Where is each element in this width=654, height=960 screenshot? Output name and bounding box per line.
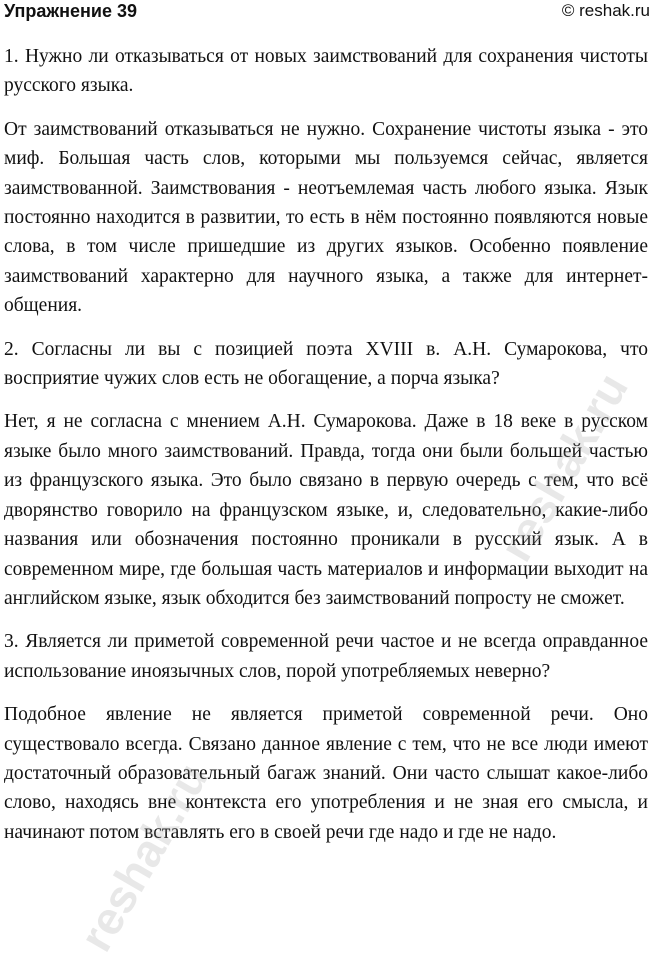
exercise-title: Упражнение 39: [4, 1, 138, 21]
answer-1: От заимствований отказываться не нужно. Сохранение чистоты языка - это миф. Большая часть слов, которыми мы пользуемся сейчас, является заимствованной. Заимствования - неотъемлемая часть любого языка. Язык постоянно находится в развитии, то есть в нём постоянно появляются новые слова, в том числе пришедшие из других языков. Особенно появление заимствований характерно для научного языка, а также для интернет-общения.: [4, 118, 648, 317]
page-header: [4, 0, 650, 26]
site-credit: © reshak.ru: [561, 1, 650, 20]
question-2: 2. Согласны ли вы с позицией поэта XVIII в. А.Н. Сумарокова, что восприятие чужих слов есть не обогащение, а порча языка?: [4, 338, 648, 390]
watermark: reshak.ru: [489, 364, 638, 570]
watermark: reshak.ru: [69, 754, 218, 960]
document-body: [4, 42, 648, 861]
question-1: 1. Нужно ли отказываться от новых заимствований для сохранения чистоты русского языка.: [4, 46, 648, 97]
answer-2: Нет, я не согласна с мнением А.Н. Сумарокова. Даже в 18 веке в русском языке было много заимствований. Правда, тогда они были большей частью из французского языка. Это было связано в первую очередь с тем, что всё дворянство говорило на французском языке, и, следовательно, какие-либо названия или обозначения постоянно проникали в русский язык. А в современном мире, где большая часть материалов и информации выходит на английском языке, язык обходится без заимствований попросту не сможет.: [4, 411, 648, 609]
answer-3: Подобное явление не является приметой современной речи. Оно существовало всегда. Связано данное явление с тем, что не все люди имеют достаточный образовательный багаж знаний. Они часто слышат какое-либо слово, находясь вне контекста его употребления и не зная его смысла, и начинают потом вставлять его в своей речи где надо и где не надо.: [4, 704, 648, 843]
question-3: 3. Является ли приметой современной речи частое и не всегда оправданное использование иноязычных слов, порой употребляемых неверно?: [4, 631, 648, 682]
